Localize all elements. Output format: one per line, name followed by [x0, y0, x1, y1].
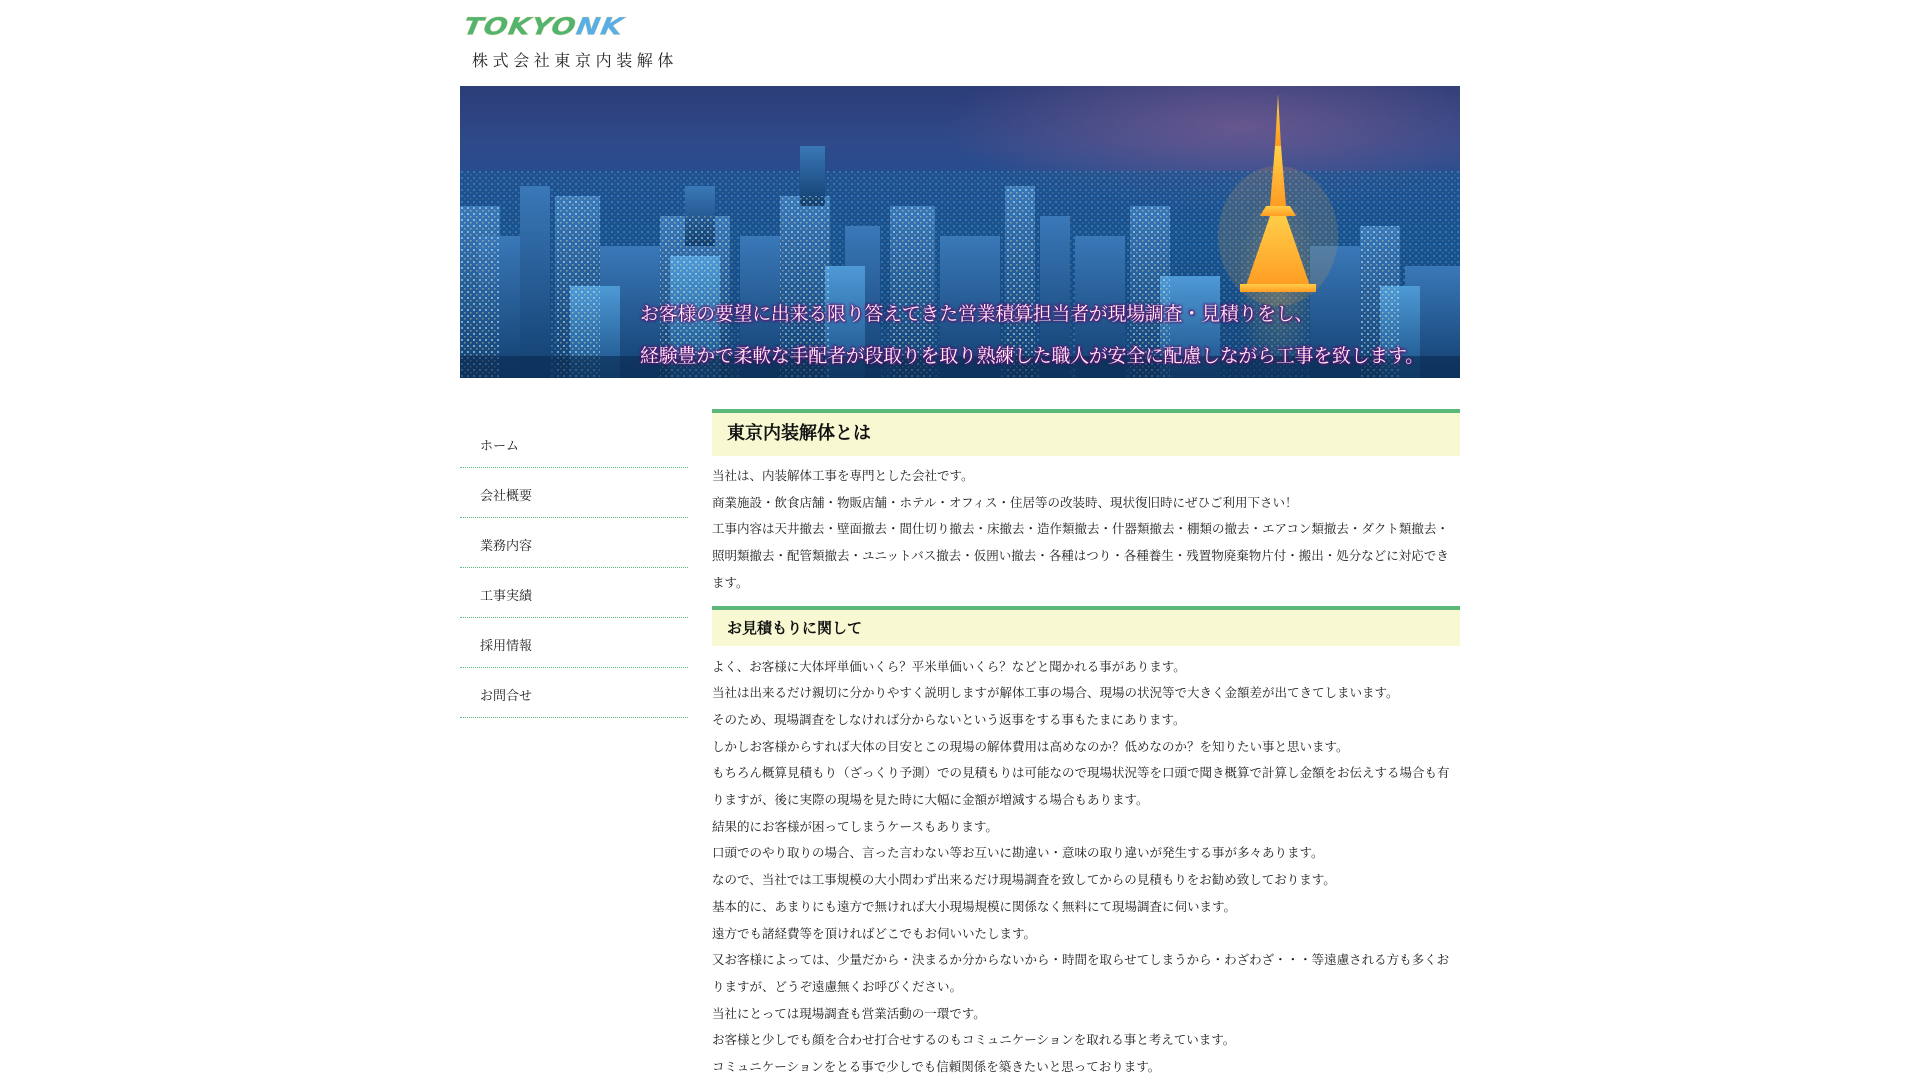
sidebar-item-label: ホーム	[480, 439, 520, 454]
section-estimate-body	[712, 654, 1460, 1080]
paragraph-line: 商業施設・飲食店舗・物販店舗・ホテル・オフィス・住居等の改装時、現状復旧時にぜひご利用下さい！	[712, 494, 1298, 510]
paragraph-line: なので、当社では工事規模の大小問わず出来るだけ現場調査を致してからの見積もりをお勧め致しております。	[712, 872, 1336, 888]
paragraph-line: よく、お客様に大体坪単価いくら？平米単価いくら？などと聞かれる事があります。	[712, 658, 1186, 674]
logo-part-nk: NK	[574, 12, 627, 41]
sidebar-item-works[interactable]	[460, 568, 688, 618]
paragraph-line: お客様と少しでも顔を合わせ打合せするのもコミュニケーションを取れる事と考えています。	[712, 1032, 1236, 1048]
paragraph-line: コミュニケーションをとる事で少しでも信頼関係を築きたいと思っております。	[712, 1059, 1161, 1075]
banner-tagline-line1: お客様の要望に出来る限り答えてきた営業積算担当者が現場調査・見積りをし、	[640, 303, 1314, 325]
sidebar-item-contact[interactable]	[460, 668, 688, 718]
paragraph-line: 当社にとっては現場調査も営業活動の一環です。	[712, 1005, 986, 1021]
sidebar-item-company-profile[interactable]	[460, 468, 688, 518]
paragraph-line: 当社は出来るだけ親切に分かりやすく説明しますが解体工事の場合、現場の状況等で大きく金額差が出てきてしまいます。	[712, 685, 1399, 701]
sidebar-item-services[interactable]	[460, 518, 688, 568]
sidebar-item-label: 採用情報	[480, 639, 533, 654]
company-name: 株式会社東京内装解体	[472, 51, 679, 70]
sidebar-item-home[interactable]	[460, 418, 688, 468]
paragraph-line: しかしお客様からすれば大体の目安とこの現場の解体費用は高めなのか？低めなのか？を知りたい事と思います。	[712, 738, 1349, 754]
paragraph-line: 工事内容は天井撤去・壁面撤去・間仕切り撤去・床撤去・造作類撤去・什器類撤去・棚類の撤去・エアコン類撤去・ダクト類撤去・照明類撤去・配管類撤去・ユニットバス撤去・仮囲い撤去・各種はつり・各種養生・残置物廃棄物片付・搬出・処分などに対応できます。	[712, 521, 1449, 590]
hero-banner	[460, 86, 1460, 378]
sidebar-item-label: お問合せ	[480, 689, 533, 704]
sidebar-item-recruit[interactable]	[460, 618, 688, 668]
section-heading-about: 東京内装解体とは	[712, 409, 1460, 456]
main-content	[712, 409, 1460, 1080]
logo-wordmark	[462, 14, 696, 40]
paragraph-line: 遠方でも諸経費等を頂ければどこでもお伺いいたします。	[712, 925, 1037, 941]
sidebar-item-label: 会社概要	[480, 489, 533, 504]
logo-part-tokyo: TOKYO	[461, 12, 579, 41]
sidebar-nav	[460, 418, 688, 718]
paragraph-line: 結果的にお客様が困ってしまうケースもあります。	[712, 818, 998, 834]
paragraph-line: 口頭でのやり取りの場合、言った言わない等お互いに勘違い・意味の取り違いが発生する事が多々あります。	[712, 845, 1324, 861]
paragraph-line: もちろん概算見積もり（ざっくり予測）での見積もりは可能なので現場状況等を口頭で聞き概算で計算し金額をお伝えする場合も有りますが、後に実際の現場を見た時に大幅に金額が増減する場合もあります。	[712, 765, 1450, 808]
section-about-body	[712, 463, 1460, 597]
site-logo[interactable]	[461, 12, 696, 74]
page-wrapper	[460, 0, 1460, 1080]
paragraph-line: 当社は、内装解体工事を専門とした会社です。	[712, 468, 974, 483]
sidebar-item-label: 業務内容	[480, 539, 533, 554]
section-heading-estimate: お見積もりに関して	[712, 606, 1460, 646]
paragraph-line: そのため、現場調査をしなければ分からないという返事をする事もたまにあります。	[712, 711, 1186, 727]
sidebar-item-label: 工事実績	[480, 589, 533, 604]
paragraph-line: 又お客様によっては、少量だから・決まるか分からないから・時間を取らせてしまうから・わざわざ・・・等遠慮される方も多くおりますが、どうぞ遠慮無くお呼びください。	[712, 952, 1450, 994]
tokyo-night-skyline-image	[460, 86, 1460, 378]
paragraph-line: 基本的に、あまりにも遠方で無ければ大小現場規模に関係なく無料にて現場調査に伺います。	[712, 898, 1237, 914]
banner-tagline-line2: 経験豊かで柔軟な手配者が段取りを取り熟練した職人が安全に配慮しながら工事を致します。	[640, 345, 1424, 367]
